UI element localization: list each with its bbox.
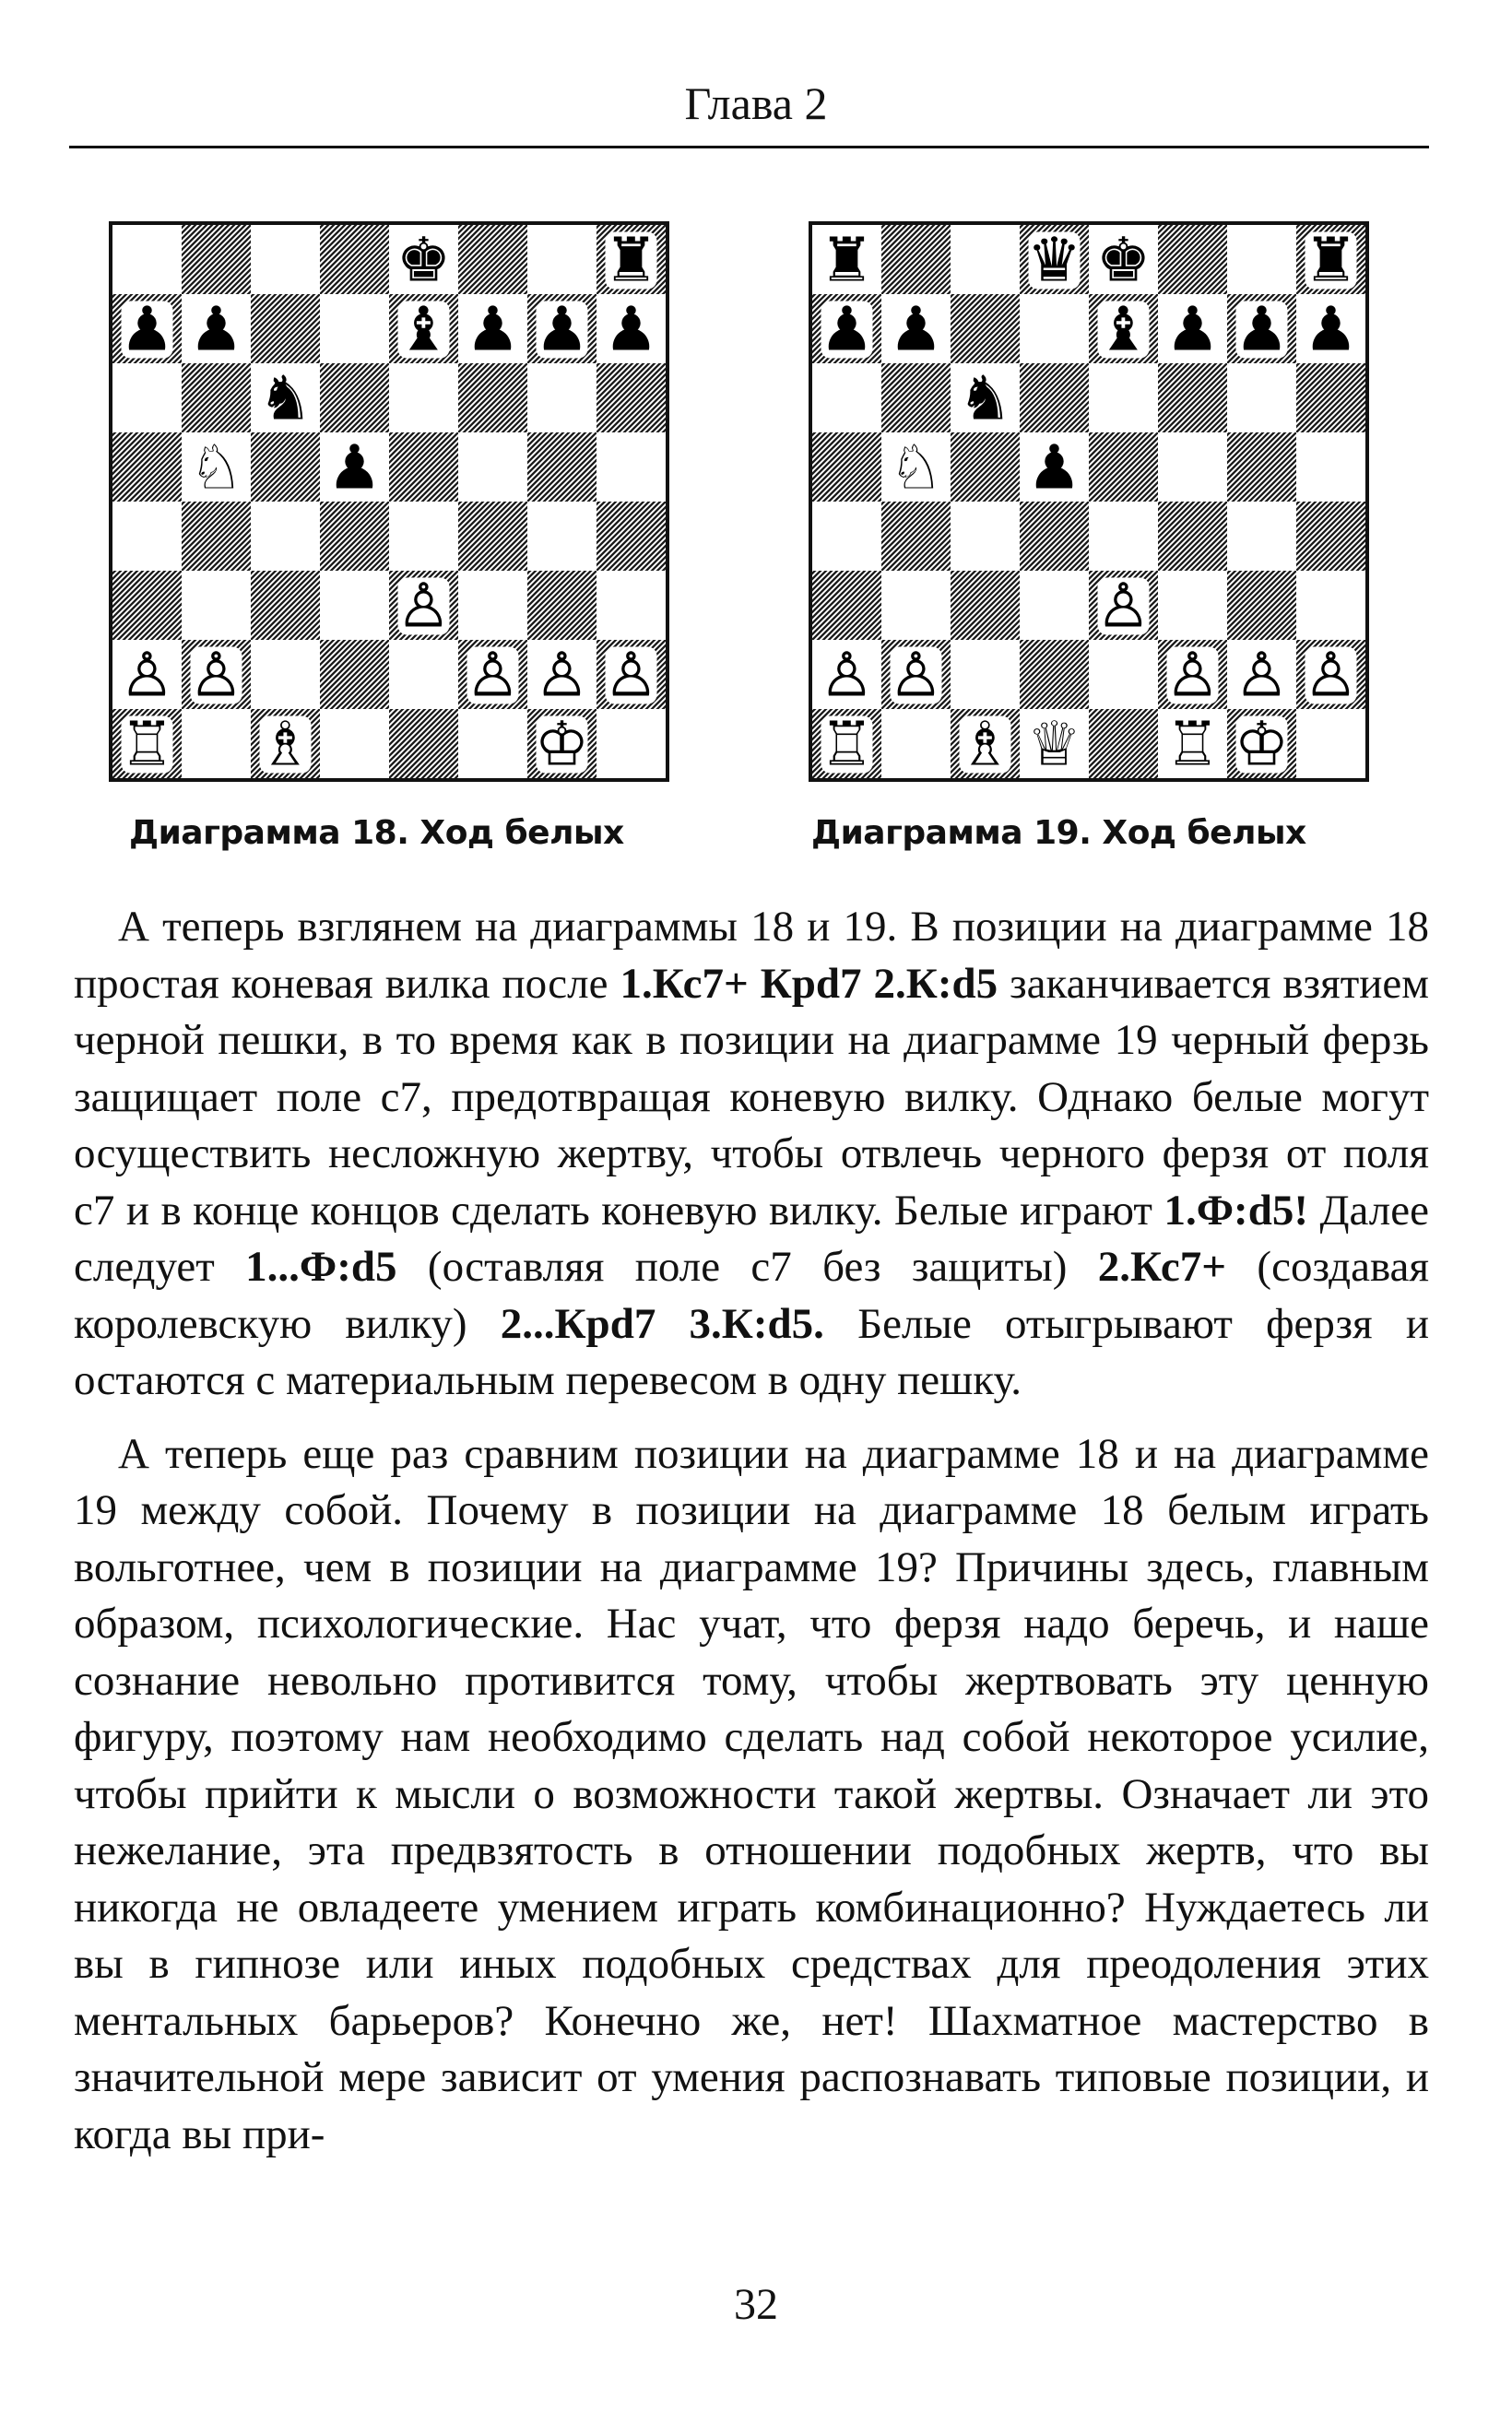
black-bishop-icon bbox=[1096, 294, 1151, 365]
square-h5 bbox=[597, 432, 666, 502]
square-h4 bbox=[1296, 502, 1365, 571]
svg-text:♖: ♖ bbox=[119, 708, 175, 778]
paragraph-1 bbox=[74, 899, 1429, 1410]
svg-text:♜: ♜ bbox=[603, 225, 659, 296]
text-run: (оставляя поле с7 без защиты) bbox=[396, 1243, 1098, 1291]
square-d8 bbox=[320, 225, 389, 294]
chess-board-19 bbox=[812, 225, 1365, 778]
white-bishop-icon bbox=[258, 709, 313, 779]
black-pawn-icon bbox=[1165, 294, 1220, 365]
square-c5 bbox=[951, 432, 1020, 502]
square-g8 bbox=[527, 225, 597, 294]
square-c2 bbox=[251, 640, 320, 709]
svg-text:♙: ♙ bbox=[1234, 639, 1290, 711]
square-c7 bbox=[251, 294, 320, 363]
black-knight-icon bbox=[958, 363, 1012, 434]
svg-text:♟: ♟ bbox=[188, 293, 244, 365]
square-g4 bbox=[527, 502, 597, 571]
square-c5 bbox=[251, 432, 320, 502]
svg-text:♟: ♟ bbox=[465, 293, 521, 365]
svg-text:♗: ♗ bbox=[257, 708, 313, 778]
svg-text:♞: ♞ bbox=[257, 362, 313, 434]
svg-text:♟: ♟ bbox=[1234, 293, 1290, 365]
svg-text:♟: ♟ bbox=[1164, 293, 1221, 365]
square-f4 bbox=[458, 502, 527, 571]
square-c3 bbox=[251, 571, 320, 640]
square-h3 bbox=[597, 571, 666, 640]
chess-move: 2.Кс7+ bbox=[1097, 1243, 1227, 1291]
white-pawn-icon bbox=[466, 640, 520, 711]
square-f4 bbox=[1158, 502, 1227, 571]
white-pawn-icon bbox=[1096, 571, 1151, 642]
svg-text:♖: ♖ bbox=[1164, 708, 1221, 778]
square-g3 bbox=[527, 571, 597, 640]
paragraph-2 bbox=[74, 1426, 1429, 2164]
white-king-icon bbox=[535, 709, 589, 779]
square-f8 bbox=[1158, 225, 1227, 294]
square-e5 bbox=[389, 432, 458, 502]
svg-text:♟: ♟ bbox=[819, 293, 875, 365]
square-h5 bbox=[1296, 432, 1365, 502]
square-a3 bbox=[812, 571, 881, 640]
svg-text:♔: ♔ bbox=[1234, 708, 1290, 778]
svg-text:♙: ♙ bbox=[534, 639, 590, 711]
black-rook-icon bbox=[820, 225, 874, 296]
black-pawn-icon bbox=[820, 294, 874, 365]
white-pawn-icon bbox=[1234, 640, 1289, 711]
svg-text:♙: ♙ bbox=[1303, 639, 1359, 711]
square-e2 bbox=[389, 640, 458, 709]
white-knight-icon bbox=[189, 432, 243, 503]
square-f6 bbox=[458, 363, 527, 432]
svg-text:♟: ♟ bbox=[1303, 293, 1359, 365]
svg-text:♙: ♙ bbox=[888, 639, 944, 711]
white-pawn-icon bbox=[535, 640, 589, 711]
square-b1 bbox=[881, 709, 951, 778]
black-pawn-icon bbox=[604, 294, 658, 365]
square-g6 bbox=[527, 363, 597, 432]
svg-text:♙: ♙ bbox=[1164, 639, 1221, 711]
text-run: А теперь взглянем на диаграммы 18 и 19. В позиции на диаграмме 18 простая коневая вилка после bbox=[74, 903, 1429, 1008]
square-c4 bbox=[951, 502, 1020, 571]
square-a5 bbox=[812, 432, 881, 502]
text-run: заканчивается взятием черной пешки, в то время как в позиции на диаграмме 19 черный ферзь защищает поле с7, предотвращая коневую вилку. Однако белые могут осуществить несложную жертву, чтобы отвлечь черного ферзя от поля с7 и в конце концов сделать коневую вилку. Белые играют bbox=[74, 959, 1429, 1235]
white-knight-icon bbox=[889, 432, 943, 503]
square-e4 bbox=[389, 502, 458, 571]
square-h6 bbox=[597, 363, 666, 432]
square-a6 bbox=[112, 363, 182, 432]
square-d6 bbox=[320, 363, 389, 432]
white-pawn-icon bbox=[396, 571, 451, 642]
svg-text:♔: ♔ bbox=[534, 708, 590, 778]
black-pawn-icon bbox=[535, 294, 589, 365]
chess-diagram-19 bbox=[809, 221, 1369, 782]
square-e4 bbox=[1089, 502, 1158, 571]
square-c4 bbox=[251, 502, 320, 571]
text-run: Белые отыгрывают ферзя и остаются с материальным перевесом в одну пешку. bbox=[74, 1299, 1429, 1404]
black-pawn-icon bbox=[120, 294, 174, 365]
svg-text:♝: ♝ bbox=[1095, 293, 1152, 365]
svg-text:♘: ♘ bbox=[888, 431, 944, 503]
square-b8 bbox=[182, 225, 251, 294]
black-pawn-icon bbox=[1304, 294, 1358, 365]
svg-text:♙: ♙ bbox=[396, 570, 452, 642]
text-run: Далее следует bbox=[74, 1186, 1429, 1291]
square-e6 bbox=[1089, 363, 1158, 432]
square-g5 bbox=[1227, 432, 1296, 502]
svg-text:♖: ♖ bbox=[819, 708, 875, 778]
svg-text:♚: ♚ bbox=[396, 225, 452, 296]
white-pawn-icon bbox=[189, 640, 243, 711]
square-e1 bbox=[389, 709, 458, 778]
square-d2 bbox=[320, 640, 389, 709]
svg-text:♙: ♙ bbox=[819, 639, 875, 711]
svg-text:♙: ♙ bbox=[188, 639, 244, 711]
chess-board-18 bbox=[112, 225, 666, 778]
square-b6 bbox=[182, 363, 251, 432]
square-d4 bbox=[1020, 502, 1089, 571]
white-pawn-icon bbox=[820, 640, 874, 711]
black-bishop-icon bbox=[396, 294, 451, 365]
square-c2 bbox=[951, 640, 1020, 709]
square-a4 bbox=[812, 502, 881, 571]
square-h6 bbox=[1296, 363, 1365, 432]
square-f6 bbox=[1158, 363, 1227, 432]
white-pawn-icon bbox=[1304, 640, 1358, 711]
square-d1 bbox=[320, 709, 389, 778]
square-h1 bbox=[1296, 709, 1365, 778]
black-pawn-icon bbox=[889, 294, 943, 365]
square-d7 bbox=[1020, 294, 1089, 363]
text-run: (создавая королевскую вилку) bbox=[74, 1243, 1429, 1348]
white-pawn-icon bbox=[120, 640, 174, 711]
black-king-icon bbox=[1096, 225, 1151, 296]
text-run: А теперь еще раз сравним позиции на диаграмме 18 и на диаграмме 19 между собой. Почему в позиции на диаграмме 18 белым играть вольготнее, чем в позиции на диаграмме 19? Причины здесь, главным образом, психологические. Нас учат, что ферзя надо беречь, и наше сознание невольно противится тому, чтобы жертвовать эту ценную фигуру, поэтому нам необходимо сделать над собой некоторое усилие, чтобы прийти к мысли о возможности такой жертвы. Означает ли это нежелание, эта предвзятость в отношении подобных жертв, что вы никогда не овладеете умением играть комбинационно? Нуждаетесь ли вы в гипнозе или иных подобных средствах для преодоления этих ментальных барьеров? Конечно же, нет! Шахматное мастерство в значительной мере зависит от умения распознавать типовые позиции, и когда вы при- bbox=[74, 1429, 1429, 2158]
square-f5 bbox=[458, 432, 527, 502]
square-e5 bbox=[1089, 432, 1158, 502]
svg-text:♕: ♕ bbox=[1026, 708, 1082, 778]
svg-text:♙: ♙ bbox=[603, 639, 659, 711]
square-f3 bbox=[1158, 571, 1227, 640]
white-rook-icon bbox=[120, 709, 174, 779]
square-a5 bbox=[112, 432, 182, 502]
svg-text:♞: ♞ bbox=[957, 362, 1013, 434]
black-king-icon bbox=[396, 225, 451, 296]
svg-text:♜: ♜ bbox=[819, 225, 875, 296]
svg-text:♚: ♚ bbox=[1095, 225, 1152, 296]
square-h3 bbox=[1296, 571, 1365, 640]
black-rook-icon bbox=[604, 225, 658, 296]
square-d6 bbox=[1020, 363, 1089, 432]
square-g6 bbox=[1227, 363, 1296, 432]
square-e1 bbox=[1089, 709, 1158, 778]
square-h1 bbox=[597, 709, 666, 778]
square-d4 bbox=[320, 502, 389, 571]
svg-text:♟: ♟ bbox=[534, 293, 590, 365]
diagram-19-caption: Диаграмма 19. Ход белых bbox=[811, 814, 1306, 852]
square-d7 bbox=[320, 294, 389, 363]
svg-text:♟: ♟ bbox=[326, 431, 383, 503]
square-d2 bbox=[1020, 640, 1089, 709]
square-d3 bbox=[320, 571, 389, 640]
svg-text:♗: ♗ bbox=[957, 708, 1013, 778]
svg-text:♙: ♙ bbox=[1095, 570, 1152, 642]
square-f8 bbox=[458, 225, 527, 294]
square-b3 bbox=[182, 571, 251, 640]
square-b1 bbox=[182, 709, 251, 778]
square-e2 bbox=[1089, 640, 1158, 709]
white-queen-icon bbox=[1027, 709, 1081, 779]
square-g5 bbox=[527, 432, 597, 502]
svg-text:♟: ♟ bbox=[1026, 431, 1082, 503]
svg-text:♟: ♟ bbox=[119, 293, 175, 365]
svg-text:♜: ♜ bbox=[1303, 225, 1359, 296]
square-f1 bbox=[458, 709, 527, 778]
svg-text:♙: ♙ bbox=[119, 639, 175, 711]
square-g4 bbox=[1227, 502, 1296, 571]
running-header: Глава 2 bbox=[684, 77, 828, 129]
square-h4 bbox=[597, 502, 666, 571]
black-pawn-icon bbox=[327, 432, 382, 503]
white-pawn-icon bbox=[889, 640, 943, 711]
square-f3 bbox=[458, 571, 527, 640]
square-f5 bbox=[1158, 432, 1227, 502]
square-b4 bbox=[182, 502, 251, 571]
square-c8 bbox=[951, 225, 1020, 294]
black-pawn-icon bbox=[1027, 432, 1081, 503]
square-c8 bbox=[251, 225, 320, 294]
chess-diagram-18 bbox=[109, 221, 669, 782]
white-king-icon bbox=[1234, 709, 1289, 779]
page-number: 32 bbox=[734, 2280, 778, 2329]
black-rook-icon bbox=[1304, 225, 1358, 296]
square-g8 bbox=[1227, 225, 1296, 294]
svg-text:♘: ♘ bbox=[188, 431, 244, 503]
svg-text:♟: ♟ bbox=[603, 293, 659, 365]
white-rook-icon bbox=[1165, 709, 1220, 779]
square-c3 bbox=[951, 571, 1020, 640]
square-a3 bbox=[112, 571, 182, 640]
black-pawn-icon bbox=[189, 294, 243, 365]
square-a6 bbox=[812, 363, 881, 432]
black-pawn-icon bbox=[1234, 294, 1289, 365]
chess-move: 1...Ф:d5 bbox=[245, 1243, 397, 1291]
svg-text:♟: ♟ bbox=[888, 293, 944, 365]
white-pawn-icon bbox=[604, 640, 658, 711]
square-a4 bbox=[112, 502, 182, 571]
square-c7 bbox=[951, 294, 1020, 363]
chess-move: 2...Крd7 3.К:d5. bbox=[500, 1299, 824, 1348]
square-b8 bbox=[881, 225, 951, 294]
svg-text:♙: ♙ bbox=[465, 639, 521, 711]
square-e6 bbox=[389, 363, 458, 432]
square-g3 bbox=[1227, 571, 1296, 640]
square-b6 bbox=[881, 363, 951, 432]
black-knight-icon bbox=[258, 363, 313, 434]
svg-text:♛: ♛ bbox=[1026, 225, 1082, 296]
white-rook-icon bbox=[820, 709, 874, 779]
square-b4 bbox=[881, 502, 951, 571]
header-rule bbox=[69, 146, 1429, 148]
square-a8 bbox=[112, 225, 182, 294]
black-queen-icon bbox=[1027, 225, 1081, 296]
diagram-18-caption: Диаграмма 18. Ход белых bbox=[129, 814, 624, 852]
square-d3 bbox=[1020, 571, 1089, 640]
white-bishop-icon bbox=[958, 709, 1012, 779]
svg-text:♝: ♝ bbox=[396, 293, 452, 365]
white-pawn-icon bbox=[1165, 640, 1220, 711]
body-text bbox=[74, 899, 1429, 2163]
square-b3 bbox=[881, 571, 951, 640]
chess-move: 1.Кс7+ Крd7 2.К:d5 bbox=[620, 959, 998, 1008]
chess-move: 1.Ф:d5! bbox=[1164, 1186, 1308, 1235]
black-pawn-icon bbox=[466, 294, 520, 365]
